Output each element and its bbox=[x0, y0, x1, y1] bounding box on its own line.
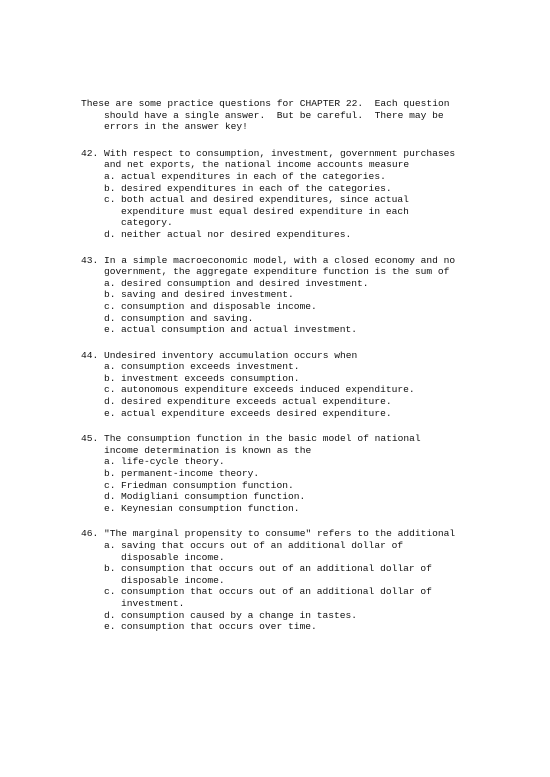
option-text: actual consumption and actual investment. bbox=[121, 324, 358, 336]
question-stem-line: income determination is known as the bbox=[104, 444, 312, 456]
option-letter: d. bbox=[104, 491, 116, 503]
question-number: 43. bbox=[81, 254, 99, 266]
answer-option bbox=[81, 324, 481, 336]
question-stem-line bbox=[81, 433, 481, 445]
option-letter: c. bbox=[104, 194, 116, 206]
option-text: Modigliani consumption function. bbox=[121, 491, 306, 503]
intro-line: These are some practice questions for CHAPTER 22. Each question bbox=[81, 98, 450, 109]
question-number: 42. bbox=[81, 147, 99, 159]
intro-paragraph bbox=[81, 98, 481, 133]
answer-option bbox=[81, 480, 481, 492]
intro-line: should have a single answer. But be careful. There may be bbox=[104, 109, 444, 121]
answer-option bbox=[81, 301, 481, 313]
option-text: Friedman consumption function. bbox=[121, 479, 294, 491]
answer-option bbox=[81, 194, 481, 206]
option-text: consumption exceeds investment. bbox=[121, 361, 300, 373]
answer-option bbox=[81, 540, 481, 552]
question-stem-text: The consumption function in the basic model of national bbox=[104, 433, 421, 445]
option-continuation: disposable income. bbox=[121, 551, 225, 563]
option-text: investment exceeds consumption. bbox=[121, 372, 300, 384]
option-letter: b. bbox=[104, 372, 116, 384]
answer-option bbox=[81, 586, 481, 598]
question-42 bbox=[81, 148, 481, 241]
option-letter: e. bbox=[104, 502, 116, 514]
option-letter: b. bbox=[104, 563, 116, 575]
question-43 bbox=[81, 255, 481, 336]
question-stem-text: In a simple macroeconomic model, with a closed economy and no bbox=[104, 254, 456, 266]
question-stem-line bbox=[81, 528, 481, 540]
option-text: actual expenditures in each of the categories. bbox=[121, 170, 386, 182]
answer-option bbox=[81, 621, 481, 633]
option-letter: a. bbox=[104, 361, 116, 373]
option-text: saving and desired investment. bbox=[121, 289, 294, 301]
option-letter: a. bbox=[104, 277, 116, 289]
answer-option bbox=[81, 171, 481, 183]
option-text: permanent-income theory. bbox=[121, 468, 260, 480]
option-text: desired expenditure exceeds actual expenditure. bbox=[121, 396, 392, 408]
option-letter: d. bbox=[104, 312, 116, 324]
option-text: desired consumption and desired investment. bbox=[121, 277, 369, 289]
question-number: 46. bbox=[81, 528, 99, 540]
question-46 bbox=[81, 528, 481, 632]
question-stem-line bbox=[81, 255, 481, 267]
option-letter: e. bbox=[104, 324, 116, 336]
option-text: autonomous expenditure exceeds induced expenditure. bbox=[121, 384, 415, 396]
question-number: 44. bbox=[81, 349, 99, 361]
option-continuation: disposable income. bbox=[121, 574, 225, 586]
answer-option bbox=[81, 468, 481, 480]
option-text: consumption and saving. bbox=[121, 312, 254, 324]
option-letter: d. bbox=[104, 396, 116, 408]
answer-option bbox=[81, 456, 481, 468]
option-text: consumption caused by a change in tastes. bbox=[121, 609, 358, 621]
option-text: desired expenditures in each of the categories. bbox=[121, 182, 392, 194]
option-letter: c. bbox=[104, 479, 116, 491]
option-text: both actual and desired expenditures, since actual bbox=[121, 194, 409, 206]
question-44 bbox=[81, 350, 481, 420]
question-stem-line: government, the aggregate expenditure function is the sum of bbox=[104, 266, 450, 278]
answer-option bbox=[81, 278, 481, 290]
option-letter: c. bbox=[104, 586, 116, 598]
answer-option bbox=[81, 361, 481, 373]
option-letter: d. bbox=[104, 609, 116, 621]
option-letter: a. bbox=[104, 540, 116, 551]
option-text: consumption and disposable income. bbox=[121, 300, 317, 312]
option-letter: c. bbox=[104, 300, 116, 312]
option-letter: b. bbox=[104, 468, 116, 480]
answer-option bbox=[81, 503, 481, 515]
question-stem-text: Undesired inventory accumulation occurs when bbox=[104, 349, 358, 361]
option-text: consumption that occurs over time. bbox=[121, 621, 317, 633]
question-number: 45. bbox=[81, 433, 99, 445]
option-letter: e. bbox=[104, 407, 116, 419]
question-stem-line: and net exports, the national income accounts measure bbox=[104, 159, 410, 171]
question-45 bbox=[81, 433, 481, 514]
answer-option bbox=[81, 384, 481, 396]
option-letter: d. bbox=[104, 228, 116, 240]
answer-option bbox=[81, 229, 481, 241]
option-text: consumption that occurs out of an additional dollar of bbox=[121, 586, 432, 598]
option-text: actual expenditure exceeds desired expenditure. bbox=[121, 407, 392, 419]
question-stem-line bbox=[81, 148, 481, 160]
option-letter: e. bbox=[104, 621, 116, 633]
answer-option bbox=[81, 183, 481, 195]
option-text: life-cycle theory. bbox=[121, 456, 225, 468]
option-text: Keynesian consumption function. bbox=[121, 502, 300, 514]
answer-option bbox=[81, 289, 481, 301]
option-text: saving that occurs out of an additional dollar of bbox=[121, 540, 404, 551]
option-letter: b. bbox=[104, 182, 116, 194]
option-continuation: expenditure must equal desired expenditure in each bbox=[121, 205, 409, 217]
answer-option bbox=[81, 563, 481, 575]
option-continuation: investment. bbox=[121, 597, 185, 609]
option-letter: c. bbox=[104, 384, 116, 396]
answer-option bbox=[81, 408, 481, 420]
document-page bbox=[81, 98, 481, 647]
question-stem-text: With respect to consumption, investment, government purchases bbox=[104, 147, 456, 159]
answer-option bbox=[81, 491, 481, 503]
question-list bbox=[81, 148, 481, 633]
intro-line: errors in the answer key! bbox=[104, 121, 248, 133]
question-stem-line bbox=[81, 350, 481, 362]
question-stem-text: "The marginal propensity to consume" refers to the additional bbox=[104, 528, 456, 540]
answer-option bbox=[81, 396, 481, 408]
answer-option bbox=[81, 313, 481, 325]
option-letter: a. bbox=[104, 456, 116, 468]
option-text: consumption that occurs out of an additional dollar of bbox=[121, 563, 432, 575]
option-letter: b. bbox=[104, 289, 116, 301]
option-continuation: category. bbox=[121, 217, 173, 229]
option-letter: a. bbox=[104, 170, 116, 182]
answer-option bbox=[81, 610, 481, 622]
answer-option bbox=[81, 373, 481, 385]
option-text: neither actual nor desired expenditures. bbox=[121, 228, 352, 240]
